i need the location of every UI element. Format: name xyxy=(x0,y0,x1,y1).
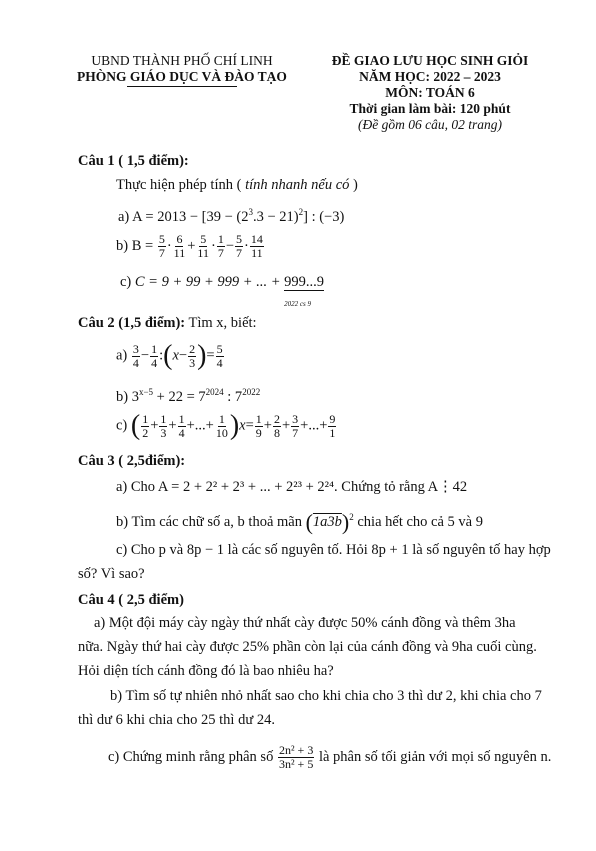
q4-a-line1: a) Một đội máy cày ngày thứ nhất cày được 50% cánh đồng và thêm 3ha xyxy=(94,615,516,631)
q3-c-line2: số? Vì sao? xyxy=(78,566,145,582)
header-right-line4: Thời gian làm bài: 120 phút xyxy=(349,101,511,116)
q1-c: c) C = 9 + 99 + 999 + ... + 999...9 2022 cs 9 xyxy=(120,274,324,308)
q4-a-line3: Hỏi diện tích cánh đồng đó là bao nhiêu ha? xyxy=(78,663,334,679)
header-right-line1: ĐỀ GIAO LƯU HỌC SINH GIỎI xyxy=(331,53,529,68)
q3-b: b) Tìm các chữ số a, b thoả mãn $(1a3b)^2$ chia hết cho cả 5 và 9 xyxy=(116,509,483,535)
q1-a: a) $A = 2013 - [39 - (2^3.3 - 21)^2]$ : (−3) xyxy=(118,207,345,225)
q4-title: Câu 4 ( 2,5 điểm) xyxy=(78,592,184,608)
header-left-line2: PHÒNG GIÁO DỤC VÀ ĐÀO TẠO xyxy=(77,69,287,84)
q4-a-line2: nữa. Ngày thứ hai cày được 25% phần còn lại của cánh đồng và 9ha cuối cùng. xyxy=(78,639,537,655)
header-left-line1: UBND THÀNH PHỐ CHÍ LINH xyxy=(91,53,273,68)
header-right-line5: (Đề gồm 06 câu, 02 trang) xyxy=(358,117,502,132)
q2-a: a) $\frac{3}{4}$ − $\frac{1}{4}$ :(x− $\frac{2}{3}$ )= $\frac{5}{4}$ xyxy=(116,340,223,371)
q3-title: Câu 3 ( 2,5điểm): xyxy=(78,453,186,469)
q2-title: Câu 2 (1,5 điểm): Tìm x, biết: xyxy=(78,315,257,331)
q2-c: c) ( $\frac{1}{2}$ + $\frac{1}{3}$ + $\frac{1}{4}$ +...+ $\frac{1}{10}$ )x= $\frac{1}{9}$ + $\frac{2}{8}$ + $\frac{3}{7}$ +...+ $\frac{9}{1}$ xyxy=(116,410,336,441)
q4-b-line2: thì dư 6 khi chia cho 25 thì dư 24. xyxy=(78,712,275,728)
q2-b: b) $3^{x-5} + 22 = 7^{2024}$ : $7^{2022}$ xyxy=(116,387,261,405)
q1-intro: Thực hiện phép tính ( tính nhanh nếu có ) xyxy=(116,177,358,193)
q1-b: b) B = $\frac{5}{7}$ · $\frac{6}{11}$ + $\frac{5}{11}$ · $\frac{1}{7}$ − $\frac{5}{7}$ · $\frac{14}{11}$ xyxy=(116,232,263,260)
q4-b-line1: b) Tìm số tự nhiên nhỏ nhất sao cho khi chia cho 3 thì dư 2, khi chia cho 7 xyxy=(110,688,542,704)
q1-title: Câu 1 ( 1,5 điểm): xyxy=(78,153,189,169)
q3-a: a) Cho A = 2 + 2² + 2³ + ... + 2²³ + 2²⁴. Chứng tỏ rằng A⋮42 xyxy=(116,479,468,495)
header-right-line2: NĂM HỌC: 2022 – 2023 xyxy=(359,69,501,84)
q4-c: c) Chứng minh rằng phân số $\frac{\text{2n² + 3}}{\text{3n² + 5}}$ là phân số tối giản với mọi số nguyên n. xyxy=(108,743,552,771)
header-left-underline xyxy=(127,86,237,87)
header-right-line3: MÔN: TOÁN 6 xyxy=(385,85,475,100)
q3-c-line1: c) Cho p và 8p − 1 là các số nguyên tố. Hỏi 8p + 1 là số nguyên tố hay hợp xyxy=(116,542,551,558)
